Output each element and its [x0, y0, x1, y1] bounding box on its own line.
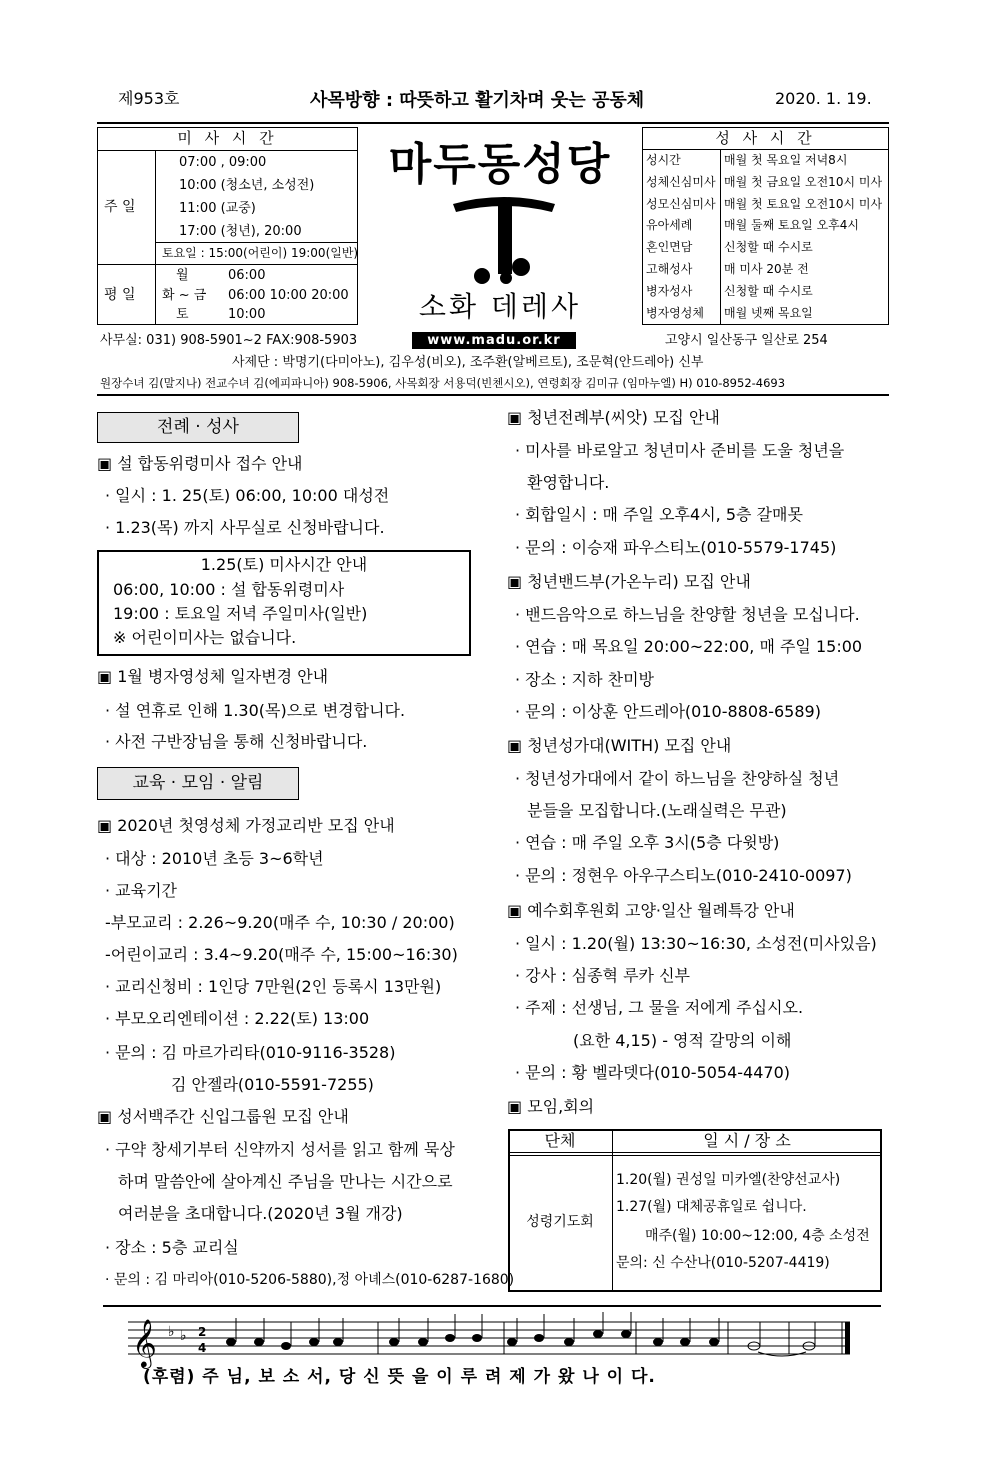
youth-band-line-2: · 연습 : 매 목요일 20:00~22:00, 매 주일 15:00 [515, 637, 863, 656]
sunday-label: 주 일 [104, 199, 136, 215]
memorial-mass-line-1: · 일시 : 1. 25(토) 06:00, 10:00 대성전 [105, 486, 390, 505]
jesuit-lecture-line-1: · 일시 : 1.20(월) 13:30~16:30, 소성전(미사있음) [515, 934, 877, 953]
bible-study-line-2: 하며 말씀안에 살아계신 주님을 만나는 시간으로 [118, 1172, 453, 1191]
sacrament-when: 매월 첫 목요일 저녁8시 [724, 153, 848, 167]
table-line-4: 문의: 신 수산나(010-5207-4419) [616, 1255, 830, 1271]
youth-band-line-3: · 장소 : 지하 찬미방 [515, 670, 655, 689]
youth-band-line-1: · 밴드음악으로 하느님을 찬양할 청년을 모십니다. [515, 605, 860, 624]
table-line-1: 1.20(월) 권성일 미카엘(찬양선교사) [616, 1172, 841, 1188]
svg-text:♭: ♭ [168, 1324, 175, 1340]
issue-number: 제953호 [118, 89, 180, 108]
jesuit-lecture-line-2: · 강사 : 심종혁 루카 신부 [515, 966, 691, 985]
notice-title-memorial-mass: ▣ 설 합동위령미사 접수 안내 [97, 454, 303, 473]
patron-saint: 소화 데레사 [418, 290, 582, 323]
website-link[interactable]: www.madu.or.kr [412, 332, 576, 349]
sacrament-when: 매월 둘째 토요일 오후4시 [724, 218, 859, 233]
sacrament-name: 성시간 [646, 153, 681, 167]
top-rule [97, 122, 889, 124]
youth-liturgy-line-2: 환영합니다. [527, 473, 610, 492]
weekday-day-2: 화 ~ 금 [162, 288, 207, 303]
first-communion-line-7: · 문의 : 김 마르가리타(010-9116-3528) [105, 1043, 396, 1062]
notice-title-first-communion: ▣ 2020년 첫영성체 가정교리반 모집 안내 [97, 816, 395, 835]
clergy-list: 사제단 : 박명기(다미아노), 김우성(비오), 조주환(알베르토), 조문혁(안드레아) 신부 [232, 355, 704, 370]
weekday-label: 평 일 [104, 287, 136, 303]
refrain-lyric: (후렴) 주 님, 보 소 서, 당 신 뜻 을 이 루 려 제 가 왔 나 이 다. [143, 1367, 656, 1387]
sunday-time-3: 11:00 (교중) [179, 201, 256, 216]
notice-title-sick-communion: ▣ 1월 병자영성체 일자변경 안내 [97, 667, 329, 686]
sacrament-name: 성모신심미사 [646, 196, 716, 211]
sunday-time-2: 10:00 (청소년, 소성전) [179, 178, 315, 193]
bible-study-line-1: · 구약 창세기부터 신약까지 성서를 읽고 함께 묵상 [105, 1140, 455, 1159]
weekday-time-1: 06:00 [228, 268, 266, 283]
bible-study-line-4: · 장소 : 5층 교리실 [105, 1238, 239, 1257]
first-communion-line-6: · 부모오리엔테이션 : 2.22(토) 13:00 [105, 1009, 370, 1028]
address: 고양시 일산동구 일산로 254 [665, 333, 828, 348]
jesuit-lecture-line-5: · 문의 : 황 벨라뎃다(010-5054-4470) [515, 1063, 791, 1082]
youth-choir-line-2: 분들을 모집합니다.(노래실력은 무관) [527, 801, 787, 820]
sacrament-name: 유아세례 [646, 218, 693, 233]
youth-band-line-4: · 문의 : 이상훈 안드레아(010-8808-6589) [515, 702, 821, 721]
youth-liturgy-line-3: · 회합일시 : 매 주일 오후4시, 5층 갈매못 [515, 505, 803, 524]
svg-text:♭: ♭ [180, 1328, 187, 1344]
weekday-time-3: 10:00 [228, 307, 266, 322]
music-top-rule [103, 1305, 881, 1307]
sacrament-when: 신청할 때 수시로 [724, 283, 813, 298]
cross-rose-logo [448, 190, 560, 288]
notice-title-youth-band: ▣ 청년밴드부(가온누리) 모집 안내 [507, 572, 751, 591]
table-group-name: 성령기도회 [526, 1214, 594, 1230]
church-name: 마두동성당 [388, 139, 612, 190]
first-communion-line-3: -부모교리 : 2.26~9.20(매주 수, 10:30 / 20:00) [105, 913, 455, 932]
sacraments-title: 성 사 시 간 [715, 129, 816, 147]
office-phone: 사무실: 031) 908-5901~2 FAX:908-5903 [100, 333, 358, 348]
header-bottom-rule [97, 394, 889, 396]
memorial-mass-line-2: · 1.23(목) 까지 사무실로 신청바랍니다. [105, 518, 385, 537]
weekday-day-1: 월 [176, 268, 189, 283]
svg-text:𝄞: 𝄞 [132, 1318, 157, 1367]
jesuit-lecture-line-4: (요한 4,15) - 영적 갈망의 이해 [573, 1031, 792, 1050]
sunday-time-1: 07:00 , 09:00 [179, 155, 267, 170]
bible-study-line-5: · 문의 : 김 마리아(010-5206-5880),정 아녜스(010-6287-1680) [105, 1272, 515, 1288]
first-communion-line-1: · 대상 : 2010년 초등 3~6학년 [105, 849, 324, 868]
mass-time-notice-title: 1.25(토) 미사시간 안내 [200, 555, 368, 574]
first-communion-line-8: 김 안젤라(010-5591-7255) [171, 1075, 374, 1094]
sunday-time-4: 17:00 (청년), 20:00 [179, 224, 302, 239]
sacrament-name: 혼인면담 [646, 240, 693, 255]
table-line-2: 1.27(월) 대체공휴일로 쉽니다. [616, 1199, 807, 1215]
notice-title-jesuit-lecture: ▣ 예수회후원회 고양·일산 월례특강 안내 [507, 901, 795, 920]
sacrament-when: 매 미사 20분 전 [724, 262, 809, 276]
mass-time-notice-line-3: ※ 어린이미사는 없습니다. [113, 628, 297, 647]
youth-choir-line-4: · 문의 : 정현우 아우구스티노(010-2410-0097) [515, 866, 852, 885]
bible-study-line-3: 여러분을 초대합니다.(2020년 3월 개강) [118, 1204, 403, 1223]
sacrament-when: 신청할 때 수시로 [724, 240, 813, 255]
first-communion-line-4: -어린이교리 : 3.4~9.20(매주 수, 15:00~16:30) [105, 945, 458, 964]
sacrament-when: 매월 첫 금요일 오전10시 미사 [724, 174, 883, 189]
table-line-3: 매주(월) 10:00~12:00, 4층 소성전 [645, 1228, 870, 1244]
first-communion-line-2: · 교육기간 [105, 881, 177, 900]
notice-title-youth-liturgy: ▣ 청년전례부(씨앗) 모집 안내 [507, 408, 720, 427]
table-head-group: 단체 [544, 1131, 576, 1150]
first-communion-line-5: · 교리신청비 : 1인당 7만원(2인 등록시 13만원) [105, 977, 442, 996]
svg-text:2: 2 [198, 1325, 207, 1339]
jesuit-lecture-line-3: · 주제 : 선생님, 그 물을 저에게 주십시오. [515, 998, 804, 1017]
weekday-time-2: 06:00 10:00 20:00 [228, 288, 349, 303]
youth-liturgy-line-4: · 문의 : 이승재 파우스티노(010-5579-1745) [515, 538, 837, 557]
youth-choir-line-1: · 청년성가대에서 같이 하느님을 찬양하실 청년 [515, 769, 840, 788]
notice-title-youth-choir: ▣ 청년성가대(WITH) 모집 안내 [507, 736, 732, 755]
sacrament-name: 병자성사 [646, 283, 693, 298]
mass-times-title: 미 사 시 간 [177, 129, 278, 147]
sick-communion-line-1: · 설 연휴로 인해 1.30(목)으로 변경합니다. [105, 701, 406, 720]
sacrament-when: 매월 첫 토요일 오전10시 미사 [724, 196, 883, 211]
pastoral-motto: 사목방향 : 따뜻하고 활기차며 웃는 공동체 [310, 90, 645, 111]
mass-time-notice-line-1: 06:00, 10:00 : 설 합동위령미사 [113, 580, 345, 599]
sick-communion-line-2: · 사전 구반장님을 통해 신청바랍니다. [105, 732, 368, 751]
weekday-day-3: 토 [176, 307, 189, 322]
sacrament-name: 병자영성체 [646, 305, 704, 320]
sacrament-name: 고해성사 [646, 262, 693, 276]
notice-title-meetings: ▣ 모임,회의 [507, 1097, 595, 1116]
issue-date: 2020. 1. 19. [775, 89, 872, 108]
mass-time-notice-line-2: 19:00 : 토요일 저녁 주일미사(일반) [113, 604, 368, 623]
staff-list: 원장수녀 김(말지나) 전교수녀 김(에피파니아) 908-5906, 사목회장 서용덕(빈첸시오), 연령회장 김미규 (임마누엘) H) 010-8952-4693 [100, 376, 786, 390]
section-education: 교육 · 모임 · 알림 [97, 767, 299, 800]
section-liturgy: 전례 · 성사 [97, 412, 299, 443]
youth-liturgy-line-1: · 미사를 바로알고 청년미사 준비를 도울 청년을 [515, 441, 845, 460]
saturday-times: 토요일 : 15:00(어린이) 19:00(일반) [162, 246, 359, 260]
sacrament-name: 성체신심미사 [646, 174, 716, 189]
youth-choir-line-3: · 연습 : 매 주일 오후 3시(5층 다윗방) [515, 833, 780, 852]
sacrament-when: 매월 넷째 목요일 [724, 305, 813, 320]
svg-text:4: 4 [198, 1341, 207, 1355]
notice-title-bible-study: ▣ 성서백주간 신입그룹원 모집 안내 [97, 1107, 349, 1126]
table-head-schedule: 일 시 / 장 소 [703, 1131, 791, 1150]
